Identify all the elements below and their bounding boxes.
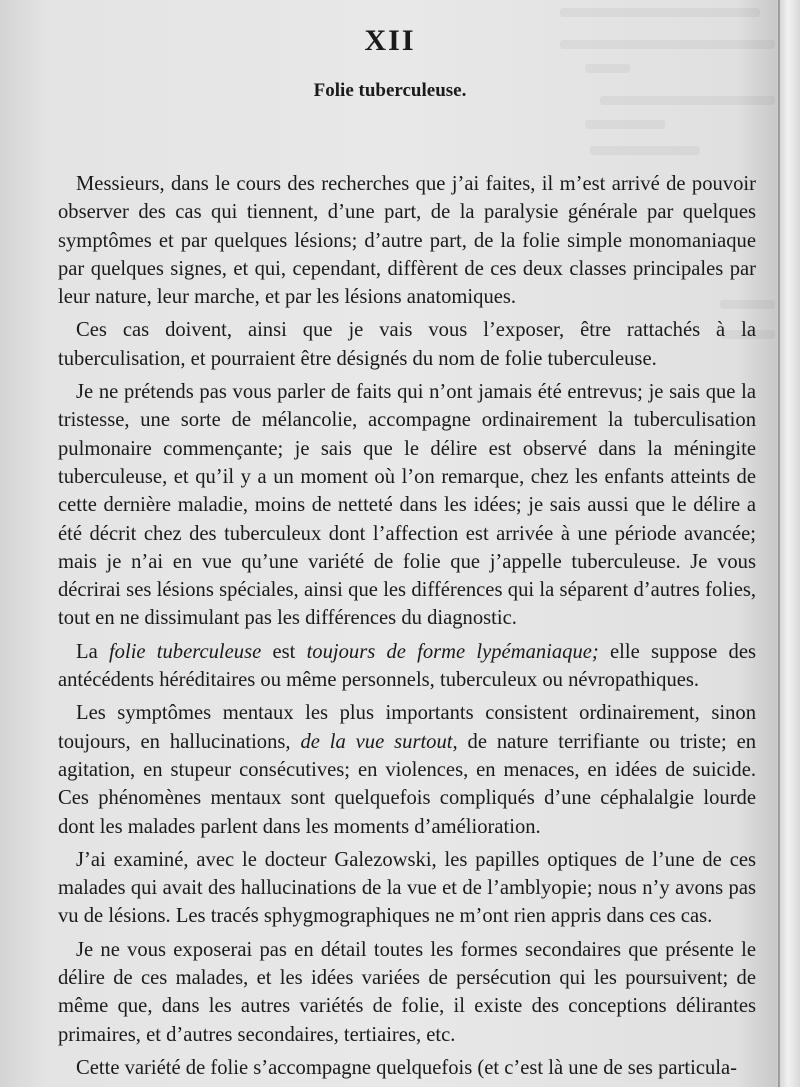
page-gutter-edge	[778, 0, 780, 1087]
paragraph-7: Je ne vous exposerai pas en détail toutes les formes secondaires que présente le délire de ces malades, et les idées variées de persécution qui les poursuivent; de même que, dans les autres variétés de folie, il existe des conceptions délirantes primaires, et d’autres secondaires, tertiaires, etc.	[58, 938, 756, 1046]
body-text	[58, 170, 756, 1087]
paragraph-5-text-c: , de nature terrifiante ou triste; en agitation, en stupeur consécutives; en violences, en menaces, en idées de suicide. Ces phénomènes mentaux sont quelquefois compliqués d’une céphalalgie lourde dont les malades parlent dans les moments d’amélioration.	[58, 730, 757, 838]
paragraph-3: Je ne prétends pas vous parler de faits qui n’ont jamais été entrevus; je sais que la tristesse, une sorte de mélancolie, accompagne ordinairement la tuberculisation pulmonaire commençante; je sais que le délire est observé dans la méningite tuberculeuse, et qu’il y a un moment où l’on remarque, chez les enfants atteints de cette dernière maladie, moins de netteté dans les idées; je sais aussi que le délire a été décrit chez des tuberculeux dont l’affection est arrivée à une période avancée; mais je n’ai en vue qu’une variété de folie que j’appelle tuberculeuse. Je vous décrirai ses lésions spéciales, ainsi que les différences qui la séparent d’autres folies, tout en ne dissimulant pas les différences du diagnostic.	[58, 381, 756, 630]
paragraph-8: Cette variété de folie s’accompagne quelquefois (et c’est là une de ses particula-	[76, 1056, 737, 1079]
paragraph-4-italic-term: folie tuberculeuse	[108, 640, 262, 663]
paragraph-4-italic-form: toujours de forme lypémaniaque;	[306, 640, 599, 663]
chapter-title: Folie tuberculeuse.	[313, 80, 467, 101]
chapter-number: XII	[364, 24, 416, 57]
paragraph-2: Ces cas doivent, ainsi que je vais vous l’exposer, être rattachés à la tuberculisation, et pourraient être désignés du nom de folie tuberculeuse.	[58, 319, 756, 370]
paragraph-1: Messieurs, dans le cours des recherches que j’ai faites, il m’est arrivé de pouvoir observer des cas qui tiennent, d’une part, de la paralysie générale par quelques symptômes et par quelques lésions; d’autre part, de la folie simple monomaniaque par quelques signes, et qui, cependant, diffèrent de ces deux classes principales par leur nature, leur marche, et par les lésions anatomiques.	[58, 173, 756, 309]
paragraph-4-text-c: est	[261, 640, 307, 663]
paragraph-4-text-e: elle suppose des antécédents héréditaires ou même personnels, tuberculeux ou névropathiques.	[58, 640, 756, 692]
paragraph-4-text-a: La	[76, 640, 109, 663]
paragraph-5-italic: de la vue surtout	[300, 730, 453, 753]
paragraph-5	[58, 699, 756, 840]
paragraph-5-text-a: Les symptômes mentaux les plus importants consistent ordinairement, sinon toujours, en hallucinations,	[58, 702, 756, 753]
paragraph-6: J’ai examiné, avec le docteur Galezowski, les papilles optiques de l’une de ces malades qui avait des hallucinations de la vue et de l’amblyopie; nous n’y avons pas vu de lésions. Les tracés sphygmographiques ne m’ont rien appris dans ces cas.	[58, 848, 756, 928]
paragraph-4	[58, 638, 756, 695]
